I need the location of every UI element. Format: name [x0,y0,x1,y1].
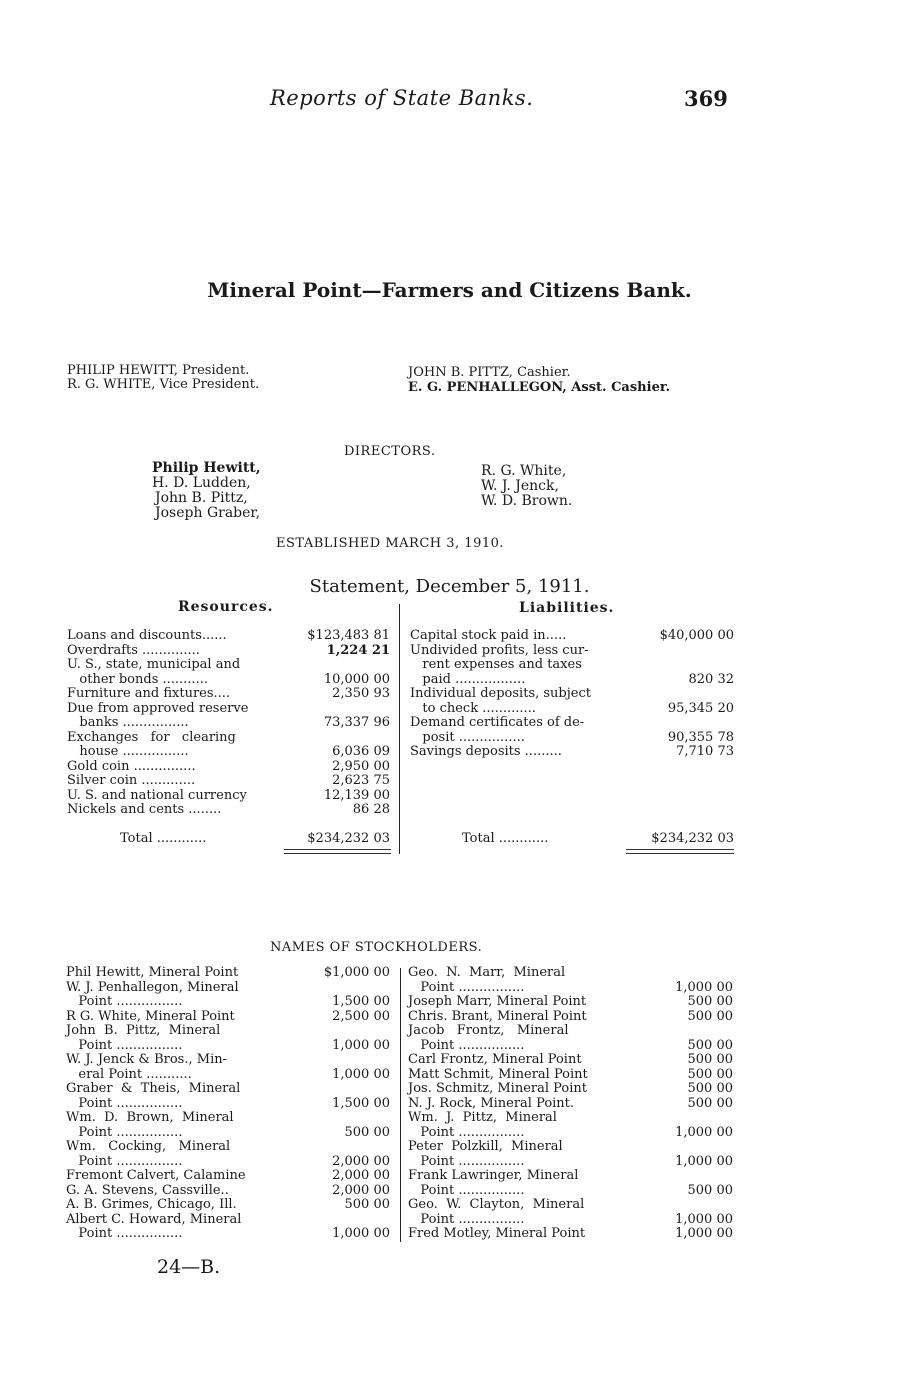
resource-row-amount: 86 28 [352,802,390,817]
liabilities-heading: Liabilities. [519,600,615,616]
liability-row-label: rent expenses and taxes [410,657,582,672]
stockholder-row-label: Point ................ [408,1037,525,1053]
stockholder-row-amount: 500 00 [687,1095,733,1111]
resource-row-amount: $123,483 81 [307,628,390,643]
stockholder-row-label: Wm. D. Brown, Mineral [66,1110,234,1125]
stockholder-row-label: W. J. Penhallegon, Mineral [66,979,239,995]
stockholder-row-label: Point ................ [408,1153,525,1169]
director-name: W. J. Jenck, [481,478,559,494]
resource-row-amount: 73,337 96 [323,715,390,730]
stockholder-row-amount: 1,000 00 [675,1124,733,1140]
stockholder-row-amount: 2,000 00 [332,1168,390,1183]
liability-row-amount: 820 32 [688,671,734,687]
stockholder-row-label: Point ................ [66,1226,183,1241]
stockholder-row-label: G. A. Stevens, Cassville.. [66,1182,229,1198]
director-name: R. G. White, [481,463,567,479]
stockholder-row-label: Chris. Brant, Mineral Point [408,1008,587,1024]
statement-title: Statement, December 5, 1911. [309,576,590,597]
stockholder-row-amount: 1,000 00 [675,1153,733,1169]
stockholder-row-label: Graber & Theis, Mineral [66,1081,241,1096]
page-number: 369 [684,86,728,111]
stockholder-row-label: Point ................ [408,1182,525,1198]
resource-row-label: Overdrafts .............. [67,642,200,658]
liability-row-amount: $40,000 00 [659,628,734,643]
resource-row-amount: 2,950 00 [332,758,390,774]
stockholder-row-label: Point ................ [66,994,183,1009]
stockholder-row-amount: 1,000 00 [675,1211,733,1227]
resource-row-label: Exchanges for clearing [67,729,236,745]
column-divider [399,604,400,854]
stockholder-row-label: A. B. Grimes, Chicago, Ill. [66,1197,237,1212]
stockholder-row-label: eral Point ........... [66,1066,192,1082]
director-name: Philip Hewitt, [152,460,261,476]
director-name: W. D. Brown. [481,493,573,509]
resource-row-label: Due from approved reserve [67,700,249,716]
stockholder-row-label: Phil Hewitt, Mineral Point [66,965,239,980]
resource-row-amount: 2,350 93 [332,686,390,701]
stockholder-row-amount: 1,500 00 [332,994,390,1009]
stockholder-row-label: Point ................ [66,1124,183,1140]
stockholder-row-label: Point ................ [66,1153,183,1169]
liability-row-amount: 95,345 20 [667,700,734,716]
stockholder-row-label: Matt Schmit, Mineral Point [408,1066,588,1082]
stockholder-row-label: R G. White, Mineral Point [66,1008,235,1024]
officer-vice-president: R. G. WHITE, Vice President. [67,377,260,392]
column-divider [400,968,401,1242]
stockholder-row-label: Point ................ [66,1095,183,1111]
stockholder-row-amount: 500 00 [687,1182,733,1198]
resource-row-label: U. S., state, municipal and [67,657,241,672]
director-name: John B. Pittz, [155,490,248,506]
stockholder-row-label: Point ................ [66,1037,183,1053]
stockholder-row-label: Wm. Cocking, Mineral [66,1139,231,1154]
stockholder-row-label: Fremont Calvert, Calamine [66,1168,246,1183]
stockholder-row-label: Jos. Schmitz, Mineral Point [408,1081,587,1096]
resource-row-label: house ................ [67,744,189,759]
stockholder-row-label: Wm. J. Pittz, Mineral [408,1110,557,1125]
resource-row-amount: 10,000 00 [323,671,390,687]
stockholder-row-amount: 1,000 00 [332,1066,390,1082]
liability-row-label: Capital stock paid in..... [410,628,567,643]
liability-row-label: Savings deposits ......... [410,744,562,759]
liability-row-label: paid ................. [410,671,526,687]
resource-row-label: Silver coin ............. [67,773,196,788]
stockholder-row-amount: 1,500 00 [332,1095,390,1111]
resource-row-amount: 12,139 00 [323,787,390,803]
liabilities-total-amount: $234,232 03 [651,831,734,846]
liability-row-label: to check ............. [410,700,536,716]
resource-row-label: Gold coin ............... [67,758,196,774]
resources-total-amount: $234,232 03 [307,831,390,846]
liability-row-amount: 7,710 73 [676,744,734,759]
stockholder-row-label: N. J. Rock, Mineral Point. [408,1095,575,1111]
stockholder-row-amount: 500 00 [687,1008,733,1024]
stockholder-row-amount: 1,000 00 [332,1226,390,1241]
stockholder-row-amount: 1,000 00 [675,979,733,995]
stockholder-row-amount: $1,000 00 [323,965,390,980]
stockholder-row-label: Point ................ [408,1124,525,1140]
resources-total-label: Total ............ [120,831,207,846]
resource-row-label: Loans and discounts...... [67,628,227,643]
liability-row-amount: 90,355 78 [667,729,734,745]
liabilities-total-label: Total ............ [462,831,549,846]
double-rule [626,849,734,854]
resource-row-label: U. S. and national currency [67,787,247,803]
director-name: Joseph Graber, [155,505,261,521]
stockholder-row-amount: 500 00 [687,1037,733,1053]
stockholder-row-amount: 500 00 [687,1066,733,1082]
officer-asst-cashier: E. G. PENHALLEGON, Asst. Cashier. [408,380,671,395]
running-head: Reports of State Banks. [270,86,534,110]
signature-mark: 24—B. [157,1256,221,1278]
established-date: ESTABLISHED MARCH 3, 1910. [276,536,505,551]
stockholders-heading: NAMES OF STOCKHOLDERS. [270,940,483,955]
stockholder-row-amount: 1,000 00 [332,1037,390,1053]
resource-row-label: other bonds ........... [67,671,208,687]
resource-row-label: Nickels and cents ........ [67,802,222,817]
liability-row-label: Demand certificates of de- [410,715,585,730]
stockholder-row-amount: 1,000 00 [675,1226,733,1241]
stockholder-row-label: Geo. W. Clayton, Mineral [408,1197,585,1212]
resource-row-label: banks ................ [67,715,189,730]
stockholder-row-label: Albert C. Howard, Mineral [66,1211,242,1227]
bank-title: Mineral Point—Farmers and Citizens Bank. [207,278,692,302]
stockholder-row-amount: 500 00 [344,1124,390,1140]
stockholder-row-label: Jacob Frontz, Mineral [408,1023,569,1038]
resource-row-label: Furniture and fixtures.... [67,686,231,701]
stockholder-row-label: Joseph Marr, Mineral Point [408,994,587,1009]
stockholder-row-label: Point ................ [408,979,525,995]
resources-heading: Resources. [178,599,274,615]
stockholder-row-amount: 2,000 00 [332,1182,390,1198]
liability-row-label: Individual deposits, subject [410,686,591,701]
resource-row-amount: 2,623 75 [332,773,390,788]
officer-president: PHILIP HEWITT, President. [67,363,250,378]
officer-cashier: JOHN B. PITTZ, Cashier. [408,365,571,380]
directors-heading: DIRECTORS. [344,444,436,459]
director-name: H. D. Ludden, [152,475,251,491]
resource-row-amount: 6,036 09 [332,744,390,759]
double-rule [284,849,391,854]
liability-row-label: posit ................ [410,729,525,745]
stockholder-row-label: Point ................ [408,1211,525,1227]
stockholder-row-amount: 2,000 00 [332,1153,390,1169]
liability-row-label: Undivided profits, less cur- [410,642,589,658]
stockholder-row-amount: 500 00 [344,1197,390,1212]
stockholder-row-label: Peter Polzkill, Mineral [408,1139,563,1154]
stockholder-row-label: Carl Frontz, Mineral Point [408,1052,582,1067]
stockholder-row-label: Frank Lawringer, Mineral [408,1168,579,1183]
stockholder-row-label: Geo. N. Marr, Mineral [408,965,566,980]
stockholder-row-label: W. J. Jenck & Bros., Min- [66,1052,227,1067]
stockholder-row-amount: 500 00 [687,1081,733,1096]
stockholder-row-amount: 500 00 [687,1052,733,1067]
stockholder-row-amount: 500 00 [687,994,733,1009]
resource-row-amount: 1,224 21 [326,642,390,658]
stockholder-row-label: John B. Pittz, Mineral [66,1023,221,1038]
stockholder-row-amount: 2,500 00 [332,1008,390,1024]
stockholder-row-label: Fred Motley, Mineral Point [408,1226,586,1241]
